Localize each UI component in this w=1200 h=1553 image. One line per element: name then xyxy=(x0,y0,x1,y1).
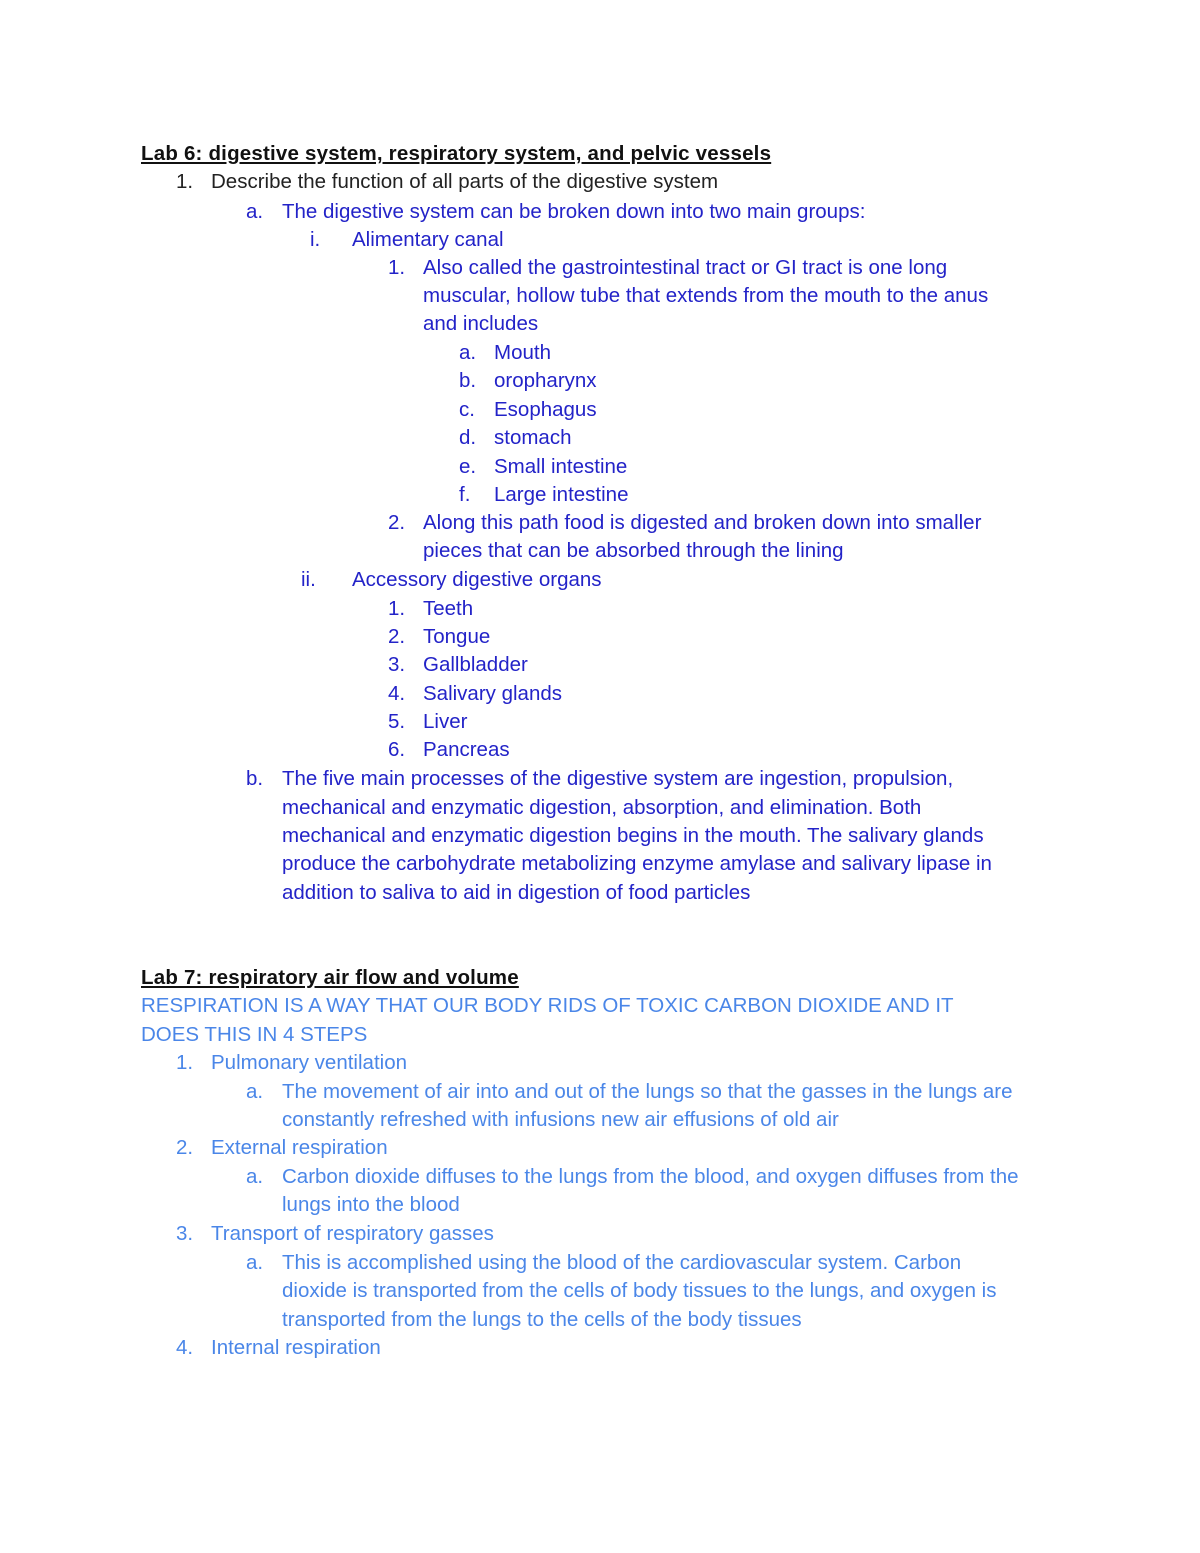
list-item: stomach xyxy=(494,426,572,449)
list-item: Gallbladder xyxy=(423,653,528,676)
list-marker: 5. xyxy=(388,710,406,733)
step-2-text: External respiration xyxy=(211,1136,388,1159)
list-marker: 6. xyxy=(388,738,406,761)
gi-tract-line: and includes xyxy=(423,312,539,335)
list-marker: b. xyxy=(246,767,264,790)
step-1-detail-line: The movement of air into and out of the lungs so that the gasses in the lungs are xyxy=(282,1080,1013,1103)
respiration-intro-line: RESPIRATION IS A WAY THAT OUR BODY RIDS OF TOXIC CARBON DIOXIDE AND IT xyxy=(141,994,954,1017)
list-item: Salivary glands xyxy=(423,682,563,705)
list-item: Large intestine xyxy=(494,483,629,506)
list-marker: a. xyxy=(246,1251,264,1274)
list-marker: 1. xyxy=(388,256,406,279)
list-marker: b. xyxy=(459,369,477,392)
step-1-text: Pulmonary ventilation xyxy=(211,1051,407,1074)
lab7-heading: Lab 7: respiratory air flow and volume xyxy=(141,966,519,989)
list-item: Pancreas xyxy=(423,738,510,761)
step-2-detail-line: lungs into the blood xyxy=(282,1193,460,1216)
digestion-path-line: Along this path food is digested and broken down into smaller xyxy=(423,511,982,534)
question-1-text: Describe the function of all parts of the digestive system xyxy=(211,170,719,193)
list-item: Esophagus xyxy=(494,398,597,421)
list-item: Small intestine xyxy=(494,455,628,478)
lab6-heading: Lab 6: digestive system, respiratory system, and pelvic vessels xyxy=(141,142,772,165)
list-marker: 1. xyxy=(388,597,406,620)
step-2-detail-line: Carbon dioxide diffuses to the lungs from the blood, and oxygen diffuses from the xyxy=(282,1165,1019,1188)
list-marker: e. xyxy=(459,455,477,478)
list-item: Mouth xyxy=(494,341,551,364)
list-marker: a. xyxy=(459,341,477,364)
list-marker: ii. xyxy=(301,568,316,591)
answer-a-text: The digestive system can be broken down into two main groups: xyxy=(282,200,866,223)
list-marker: i. xyxy=(310,228,321,251)
list-item: Liver xyxy=(423,710,468,733)
list-marker: d. xyxy=(459,426,477,449)
answer-b-line: The five main processes of the digestive system are ingestion, propulsion, xyxy=(282,767,954,790)
list-marker: c. xyxy=(459,398,475,421)
alimentary-canal-text: Alimentary canal xyxy=(352,228,504,251)
step-4-text: Internal respiration xyxy=(211,1336,381,1359)
list-marker: 3. xyxy=(176,1222,194,1245)
list-marker: 2. xyxy=(388,511,406,534)
list-marker: 1. xyxy=(176,170,194,193)
answer-b-line: mechanical and enzymatic digestion, absorption, and elimination. Both xyxy=(282,796,922,819)
list-marker: 1. xyxy=(176,1051,194,1074)
step-3-detail-line: transported from the lungs to the cells of the body tissues xyxy=(282,1308,802,1331)
answer-b-line: mechanical and enzymatic digestion begins in the mouth. The salivary glands xyxy=(282,824,984,847)
gi-tract-line: muscular, hollow tube that extends from the mouth to the anus xyxy=(423,284,989,307)
accessory-organs-text: Accessory digestive organs xyxy=(352,568,602,591)
step-3-detail-line: dioxide is transported from the cells of body tissues to the lungs, and oxygen is xyxy=(282,1279,997,1302)
list-marker: f. xyxy=(459,483,471,506)
step-3-detail-line: This is accomplished using the blood of the cardiovascular system. Carbon xyxy=(282,1251,962,1274)
list-marker: a. xyxy=(246,1165,264,1188)
list-marker: 2. xyxy=(388,625,406,648)
list-marker: 3. xyxy=(388,653,406,676)
respiration-intro-line: DOES THIS IN 4 STEPS xyxy=(141,1023,368,1046)
list-marker: 4. xyxy=(388,682,406,705)
answer-b-line: produce the carbohydrate metabolizing enzyme amylase and salivary lipase in xyxy=(282,852,992,875)
list-marker: a. xyxy=(246,1080,264,1103)
list-item: Tongue xyxy=(423,625,491,648)
list-marker: 4. xyxy=(176,1336,194,1359)
list-item: Teeth xyxy=(423,597,474,620)
list-marker: 2. xyxy=(176,1136,194,1159)
list-item: oropharynx xyxy=(494,369,597,392)
digestion-path-line: pieces that can be absorbed through the lining xyxy=(423,539,844,562)
gi-tract-line: Also called the gastrointestinal tract or GI tract is one long xyxy=(423,256,948,279)
list-marker: a. xyxy=(246,200,264,223)
answer-b-line: addition to saliva to aid in digestion of food particles xyxy=(282,881,751,904)
step-1-detail-line: constantly refreshed with infusions new air effusions of old air xyxy=(282,1108,839,1131)
step-3-text: Transport of respiratory gasses xyxy=(211,1222,494,1245)
